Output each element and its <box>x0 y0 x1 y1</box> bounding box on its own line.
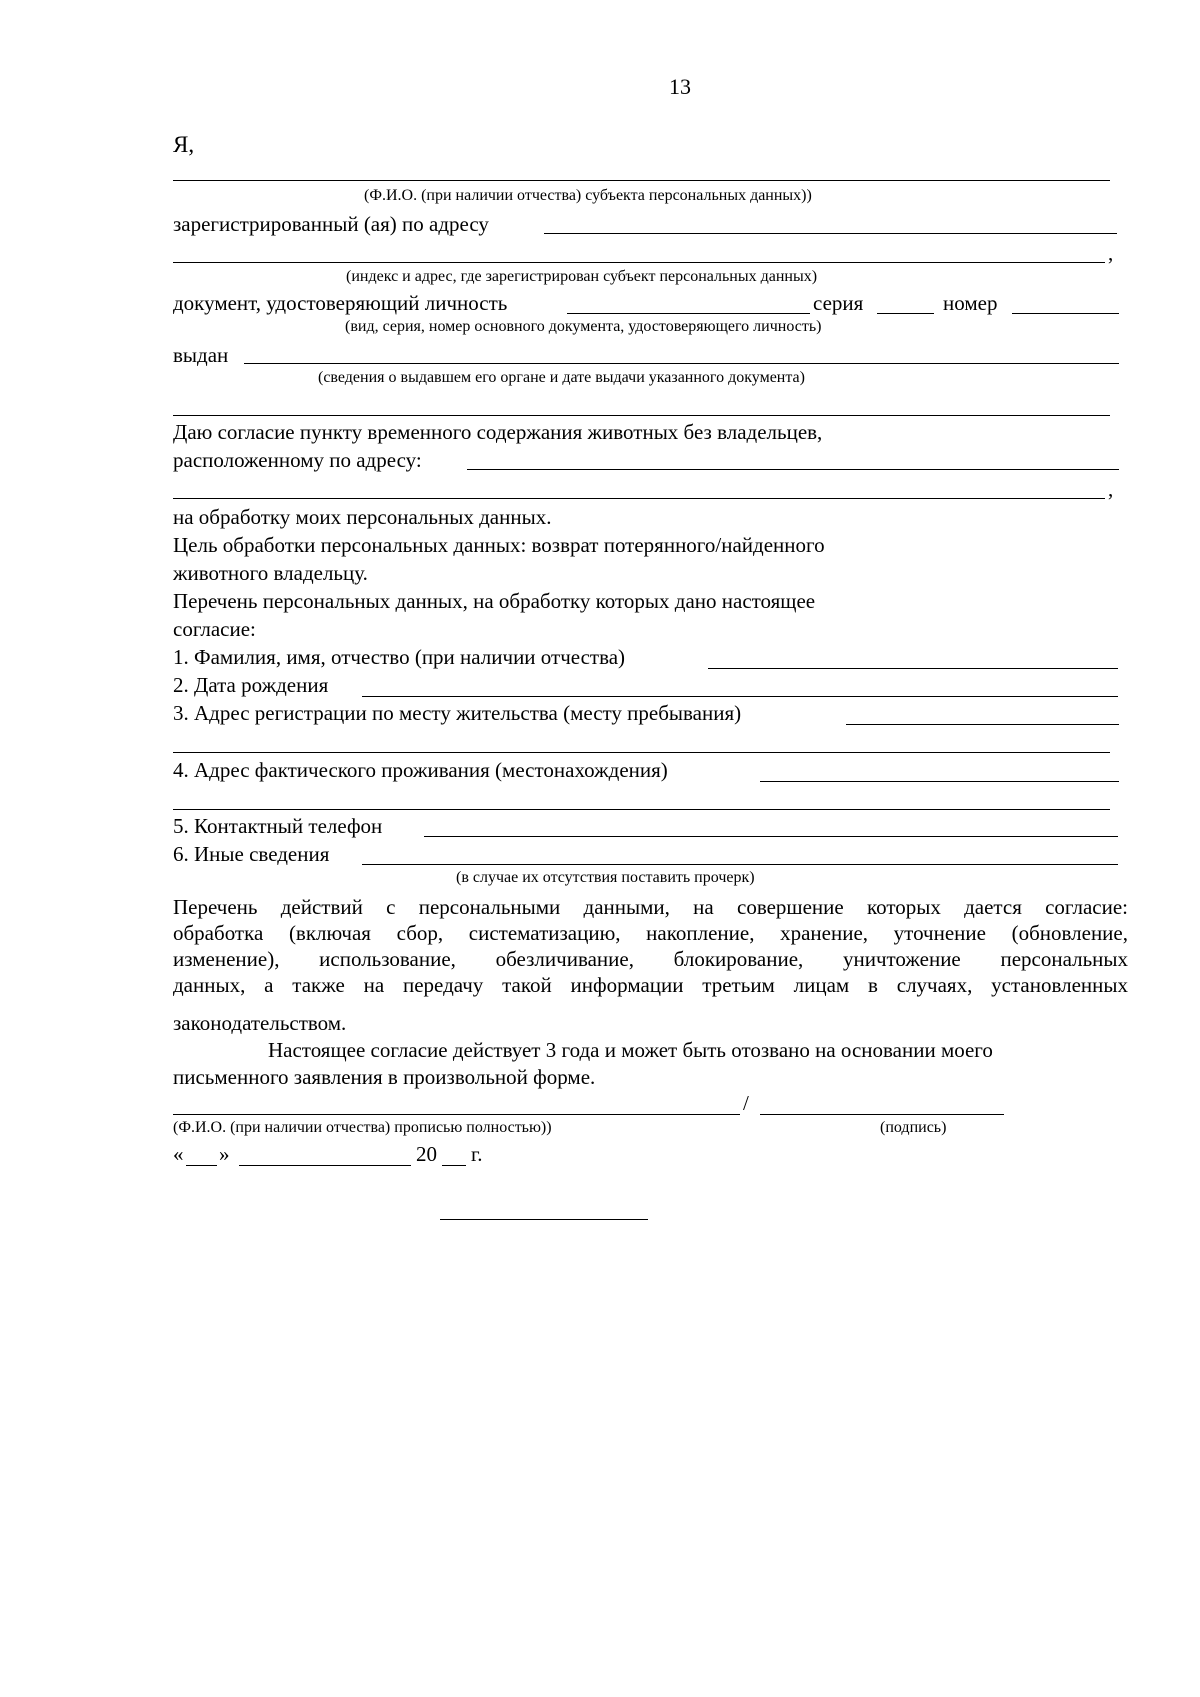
list-intro-line-2: согласие: <box>173 617 256 641</box>
issued-label: выдан <box>173 343 229 367</box>
consent-line-2: расположенному по адресу: <box>173 448 422 472</box>
item-3-field-line-2[interactable] <box>173 752 1110 753</box>
item-1-field-line[interactable] <box>708 668 1118 669</box>
date-close-quote: » <box>219 1142 230 1166</box>
comma-mark: , <box>1108 241 1114 265</box>
issued-field-line-2[interactable] <box>173 415 1110 416</box>
year-field-line[interactable] <box>442 1165 466 1166</box>
document-caption: (вид, серия, номер основного документа, удостоверяющего личность) <box>345 318 822 335</box>
list-item-5: 5. Контактный телефон <box>173 814 383 838</box>
consent-line-1: Даю согласие пункту временного содержания животных без владельцев, <box>173 420 823 444</box>
purpose-line-2: животного владельцу. <box>173 561 368 585</box>
shelter-address-line[interactable] <box>467 469 1119 470</box>
item-4-field-line[interactable] <box>760 781 1119 782</box>
list-item-4: 4. Адрес фактического проживания (местонахождения) <box>173 758 668 782</box>
validity-line-2: письменного заявления в произвольной форме. <box>173 1065 596 1089</box>
actions-line: Перечень действий с персональными данными, на совершение которых дается согласие: <box>173 895 1128 919</box>
other-info-caption: (в случае их отсутствия поставить прочерк) <box>456 869 755 886</box>
validity-line-1: Настоящее согласие действует 3 года и может быть отозвано на основании моего <box>268 1038 993 1062</box>
number-label: номер <box>943 291 998 315</box>
shelter-address-line-2[interactable] <box>173 498 1105 499</box>
list-item-6: 6. Иные сведения <box>173 842 330 866</box>
address-field-line-2[interactable] <box>173 262 1105 263</box>
actions-line: данных, а также на передачу такой информации третьим лицам в случаях, установленных <box>173 973 1128 997</box>
signature-line[interactable] <box>760 1114 1004 1115</box>
page-number: 13 <box>669 74 691 99</box>
document-label: документ, удостоверяющий личность <box>173 291 508 315</box>
document-type-line[interactable] <box>567 313 810 314</box>
list-item-1: 1. Фамилия, имя, отчество (при наличии отчества) <box>173 645 626 669</box>
issued-field-line[interactable] <box>244 363 1119 364</box>
comma-mark-2: , <box>1108 477 1114 501</box>
actions-line: изменение), использование, обезличивание, блокирование, уничтожение персональных <box>173 947 1128 971</box>
actions-paragraph <box>173 894 1128 998</box>
registered-label: зарегистрированный (ая) по адресу <box>173 212 489 236</box>
number-field-line[interactable] <box>1012 313 1119 314</box>
list-item-2: 2. Дата рождения <box>173 673 329 697</box>
item-4-field-line-2[interactable] <box>173 809 1110 810</box>
purpose-line-1: Цель обработки персональных данных: возврат потерянного/найденного <box>173 533 825 557</box>
date-year-prefix: 20 <box>416 1142 437 1166</box>
signature-fio-line[interactable] <box>173 1114 740 1115</box>
signature-caption: (подпись) <box>880 1119 947 1136</box>
fio-caption: (Ф.И.О. (при наличии отчества) субъекта персональных данных)) <box>364 187 812 204</box>
series-field-line[interactable] <box>877 313 934 314</box>
item-3-field-line[interactable] <box>846 724 1119 725</box>
list-intro-line-1: Перечень персональных данных, на обработку которых дано настоящее <box>173 589 816 613</box>
address-field-line[interactable] <box>544 233 1117 234</box>
fio-field-line[interactable] <box>173 180 1110 181</box>
month-field-line[interactable] <box>239 1165 411 1166</box>
processing-line: на обработку моих персональных данных. <box>173 505 552 529</box>
date-year-suffix: г. <box>471 1142 483 1166</box>
actions-last-line: законодательством. <box>173 1011 347 1035</box>
date-open-quote: « <box>173 1142 184 1166</box>
address-caption: (индекс и адрес, где зарегистрирован субъект персональных данных) <box>346 268 818 285</box>
phone-field-line[interactable] <box>424 836 1118 837</box>
closing-separator <box>440 1219 648 1220</box>
signature-fio-caption: (Ф.И.О. (при наличии отчества) прописью полностью)) <box>173 1119 552 1136</box>
actions-line: обработка (включая сбор, систематизацию, накопление, хранение, уточнение (обновление, <box>173 921 1128 945</box>
day-field-line[interactable] <box>186 1165 217 1166</box>
series-label: серия <box>813 291 864 315</box>
slash-mark: / <box>743 1091 749 1115</box>
ya-label: Я, <box>173 132 195 157</box>
other-info-field-line[interactable] <box>362 864 1118 865</box>
item-2-field-line[interactable] <box>362 696 1118 697</box>
issued-caption: (сведения о выдавшем его органе и дате выдачи указанного документа) <box>318 369 805 386</box>
list-item-3: 3. Адрес регистрации по месту жительства (месту пребывания) <box>173 701 742 725</box>
